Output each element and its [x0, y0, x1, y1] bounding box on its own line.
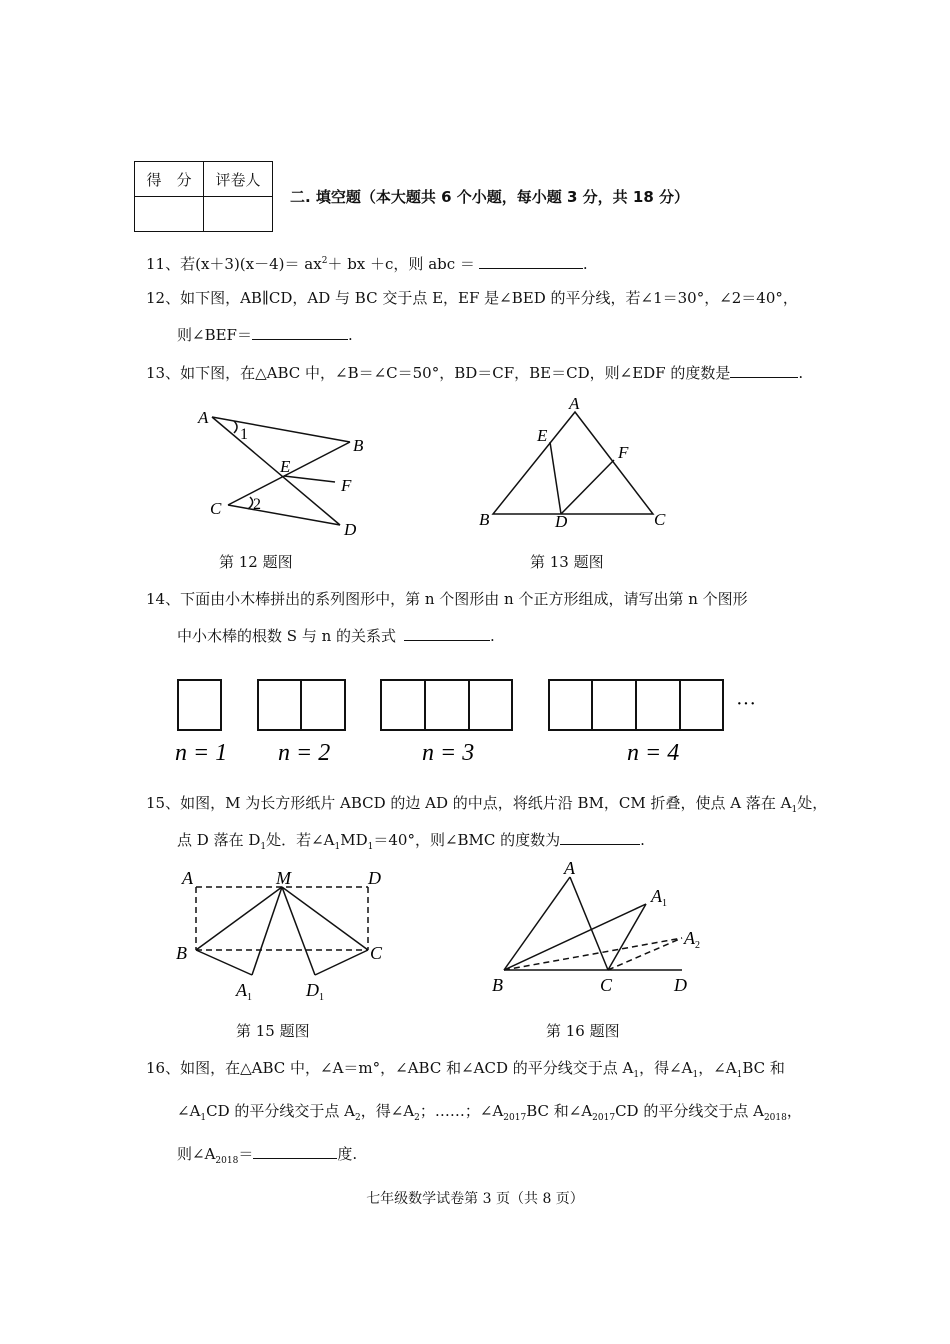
- label-c: C: [654, 510, 666, 529]
- segment-mb: [196, 887, 282, 950]
- label-n2: n = 2: [278, 740, 331, 766]
- question-12-line2: [177, 325, 353, 345]
- q16-sub: 2018: [215, 1156, 239, 1166]
- segment-ba1: [504, 904, 646, 970]
- q16-sub: 2: [414, 1113, 420, 1123]
- q15-text-f: ＝40°，则∠BMC 的度数为: [373, 831, 561, 849]
- q15-text-b: 处，: [797, 794, 828, 812]
- label-f: F: [618, 443, 629, 462]
- segment-cd: [228, 505, 340, 525]
- segment-ab: [212, 417, 350, 442]
- label-c: C: [600, 975, 613, 995]
- segment-ca2-dashed: [608, 938, 682, 970]
- q16-text-m: ＝: [238, 1145, 254, 1163]
- q15-sub-1: 1: [260, 842, 267, 852]
- q16-text-f: CD 的平分线交于点 A: [206, 1102, 356, 1120]
- label-e: E: [537, 426, 548, 445]
- q15-text-e: MD: [340, 831, 368, 849]
- q16-text-a: 16、如图，在△ABC 中，∠A＝m°，∠ABC 和∠ACD 的平分线交于点 A: [146, 1059, 634, 1077]
- label-a2: $A_2$: [684, 928, 700, 951]
- label-b: B: [176, 943, 187, 963]
- q16-text-j: CD 的平分线交于点 A: [615, 1102, 764, 1120]
- q16-text-l: 则∠A: [177, 1145, 216, 1163]
- score-cell[interactable]: [135, 197, 204, 232]
- section-title: 二. 填空题（本大题共 6 个小题，每小题 3 分，共 18 分）: [290, 188, 690, 206]
- q16-sub: 1: [200, 1113, 207, 1123]
- figure-14: [170, 672, 790, 772]
- question-16-line3: [177, 1144, 357, 1171]
- label-d: D: [674, 975, 687, 995]
- label-a1: $A_1$: [236, 980, 252, 1003]
- figure-12-caption: 第 12 题图: [219, 553, 293, 571]
- question-13: [146, 363, 803, 383]
- label-n3: n = 3: [422, 740, 475, 766]
- label-angle-1: 1: [240, 426, 248, 443]
- figure-16-caption: 第 16 题图: [546, 1022, 620, 1040]
- label-b: B: [479, 510, 490, 529]
- label-n4: n = 4: [627, 740, 680, 766]
- q16-text-d: BC 和: [742, 1059, 785, 1077]
- triangle-abc: [493, 412, 653, 514]
- q16-text-i: BC 和∠A: [526, 1102, 593, 1120]
- segment-ed: [550, 442, 561, 514]
- q16-answer-blank[interactable]: [253, 1144, 337, 1159]
- label-a: A: [569, 394, 580, 413]
- q16-sub: 2017: [503, 1113, 527, 1123]
- q11-sup: 2: [321, 256, 328, 266]
- q12-end: .: [347, 326, 353, 344]
- q15-sub-3: 1: [367, 842, 374, 852]
- angle-1-arc: [234, 421, 237, 433]
- question-14-line1: 14、下面由小木棒拼出的系列图形中，第 n 个图形由 n 个正方形组成，请写出第 n 个图形: [146, 590, 748, 608]
- figure-16: [486, 852, 726, 1002]
- question-16-line1: [146, 1058, 785, 1085]
- label-e: E: [280, 457, 291, 476]
- segment-ef: [284, 476, 335, 482]
- label-d: D: [368, 868, 381, 888]
- figure-13: [470, 393, 680, 538]
- q16-sub: 2018: [763, 1113, 787, 1123]
- grader-cell[interactable]: [204, 197, 273, 232]
- q15-sub-2: 1: [334, 842, 341, 852]
- question-16-line2: [177, 1101, 802, 1128]
- q14-answer-blank[interactable]: [404, 626, 490, 641]
- q16-text-e: ∠A: [177, 1102, 201, 1120]
- segment-d1c: [315, 950, 368, 975]
- label-a: A: [564, 858, 575, 878]
- label-n1: n = 1: [175, 740, 228, 766]
- q16-sub: 1: [633, 1070, 640, 1080]
- q16-text-k: ，: [786, 1102, 802, 1120]
- q15-end: .: [640, 831, 645, 849]
- segment-df: [561, 460, 614, 514]
- q16-text-n: 度.: [337, 1145, 358, 1163]
- figure-12: [190, 395, 380, 545]
- label-d: D: [344, 520, 357, 539]
- q16-sub: 1: [692, 1070, 699, 1080]
- q14-end: .: [490, 627, 495, 645]
- angle-2-arc: [248, 497, 253, 509]
- score-table: [134, 161, 273, 232]
- question-15-line1: [146, 793, 827, 820]
- label-b: B: [492, 975, 503, 995]
- q16-sub: 1: [736, 1070, 743, 1080]
- q16-sub: 2: [355, 1113, 361, 1123]
- label-f: F: [341, 476, 352, 495]
- q16-sub: 2017: [592, 1113, 616, 1123]
- q16-text-c: ，∠A: [698, 1059, 737, 1077]
- label-m: M: [276, 868, 291, 888]
- figure-15-caption: 第 15 题图: [236, 1022, 310, 1040]
- q15-sub: 1: [791, 805, 798, 815]
- stick-figure-n3: [381, 680, 512, 730]
- q14-text: 中小木棒的根数 S 与 n 的关系式: [177, 627, 397, 645]
- grader-label: 评卷人: [204, 162, 273, 197]
- segment-a1c: [608, 904, 646, 970]
- q11-text-a: 11、若(x＋3)(x－4)＝ ax: [146, 255, 322, 273]
- q16-text-g: ，得∠A: [360, 1102, 415, 1120]
- q12-answer-blank[interactable]: [252, 325, 348, 340]
- q11-end: .: [582, 255, 588, 273]
- segment-ma1: [252, 887, 282, 975]
- segment-mc: [282, 887, 368, 950]
- q13-text: 13、如下图，在△ABC 中，∠B＝∠C＝50°，BD＝CF，BE＝CD，则∠EDF 的度数是: [146, 364, 731, 382]
- q12-text: 则∠BEF＝: [177, 326, 252, 344]
- figure-15: [172, 862, 402, 1012]
- q11-text-b: ＋ bx ＋c，则 abc ＝: [327, 255, 475, 273]
- label-b: B: [353, 436, 364, 455]
- label-c: C: [370, 943, 383, 963]
- score-label: 得 分: [135, 162, 204, 197]
- q15-text-a: 15、如图，M 为长方形纸片 ABCD 的边 AD 的中点，将纸片沿 BM，CM 折叠，使点 A 落在 A: [146, 794, 792, 812]
- q11-answer-blank[interactable]: [479, 254, 583, 269]
- segment-ba: [504, 877, 570, 970]
- page-footer: 七年级数学试卷第 3 页（共 8 页）: [366, 1191, 584, 1207]
- label-a1: $A_1$: [651, 886, 667, 909]
- q13-answer-blank[interactable]: [730, 363, 798, 378]
- segment-ba2-dashed: [504, 938, 682, 970]
- question-11: [146, 251, 588, 274]
- label-a: A: [182, 868, 193, 888]
- q16-text-h: ；……；∠A: [419, 1102, 504, 1120]
- label-c: C: [210, 499, 222, 518]
- q13-end: .: [798, 364, 804, 382]
- segment-md1: [282, 887, 315, 975]
- q15-text-c: 点 D 落在 D: [177, 831, 261, 849]
- q16-text-b: ，得∠A: [639, 1059, 693, 1077]
- segment-ba1: [196, 950, 252, 975]
- segment-ad: [212, 417, 340, 525]
- label-d: D: [555, 512, 568, 531]
- question-14-line2: [177, 626, 495, 646]
- question-12-line1: 12、如下图，AB∥CD，AD 与 BC 交于点 E，EF 是∠BED 的平分线，若∠1＝30°，∠2＝40°，: [146, 289, 798, 307]
- label-angle-2: 2: [253, 496, 261, 513]
- label-a: A: [198, 408, 209, 427]
- q15-text-d: 处．若∠A: [266, 831, 335, 849]
- ellipsis: ···: [736, 693, 756, 715]
- stick-figure-n1: [178, 680, 221, 730]
- label-d1: $D_1$: [306, 980, 324, 1003]
- q15-answer-blank[interactable]: [560, 830, 640, 845]
- figure-13-caption: 第 13 题图: [530, 553, 604, 571]
